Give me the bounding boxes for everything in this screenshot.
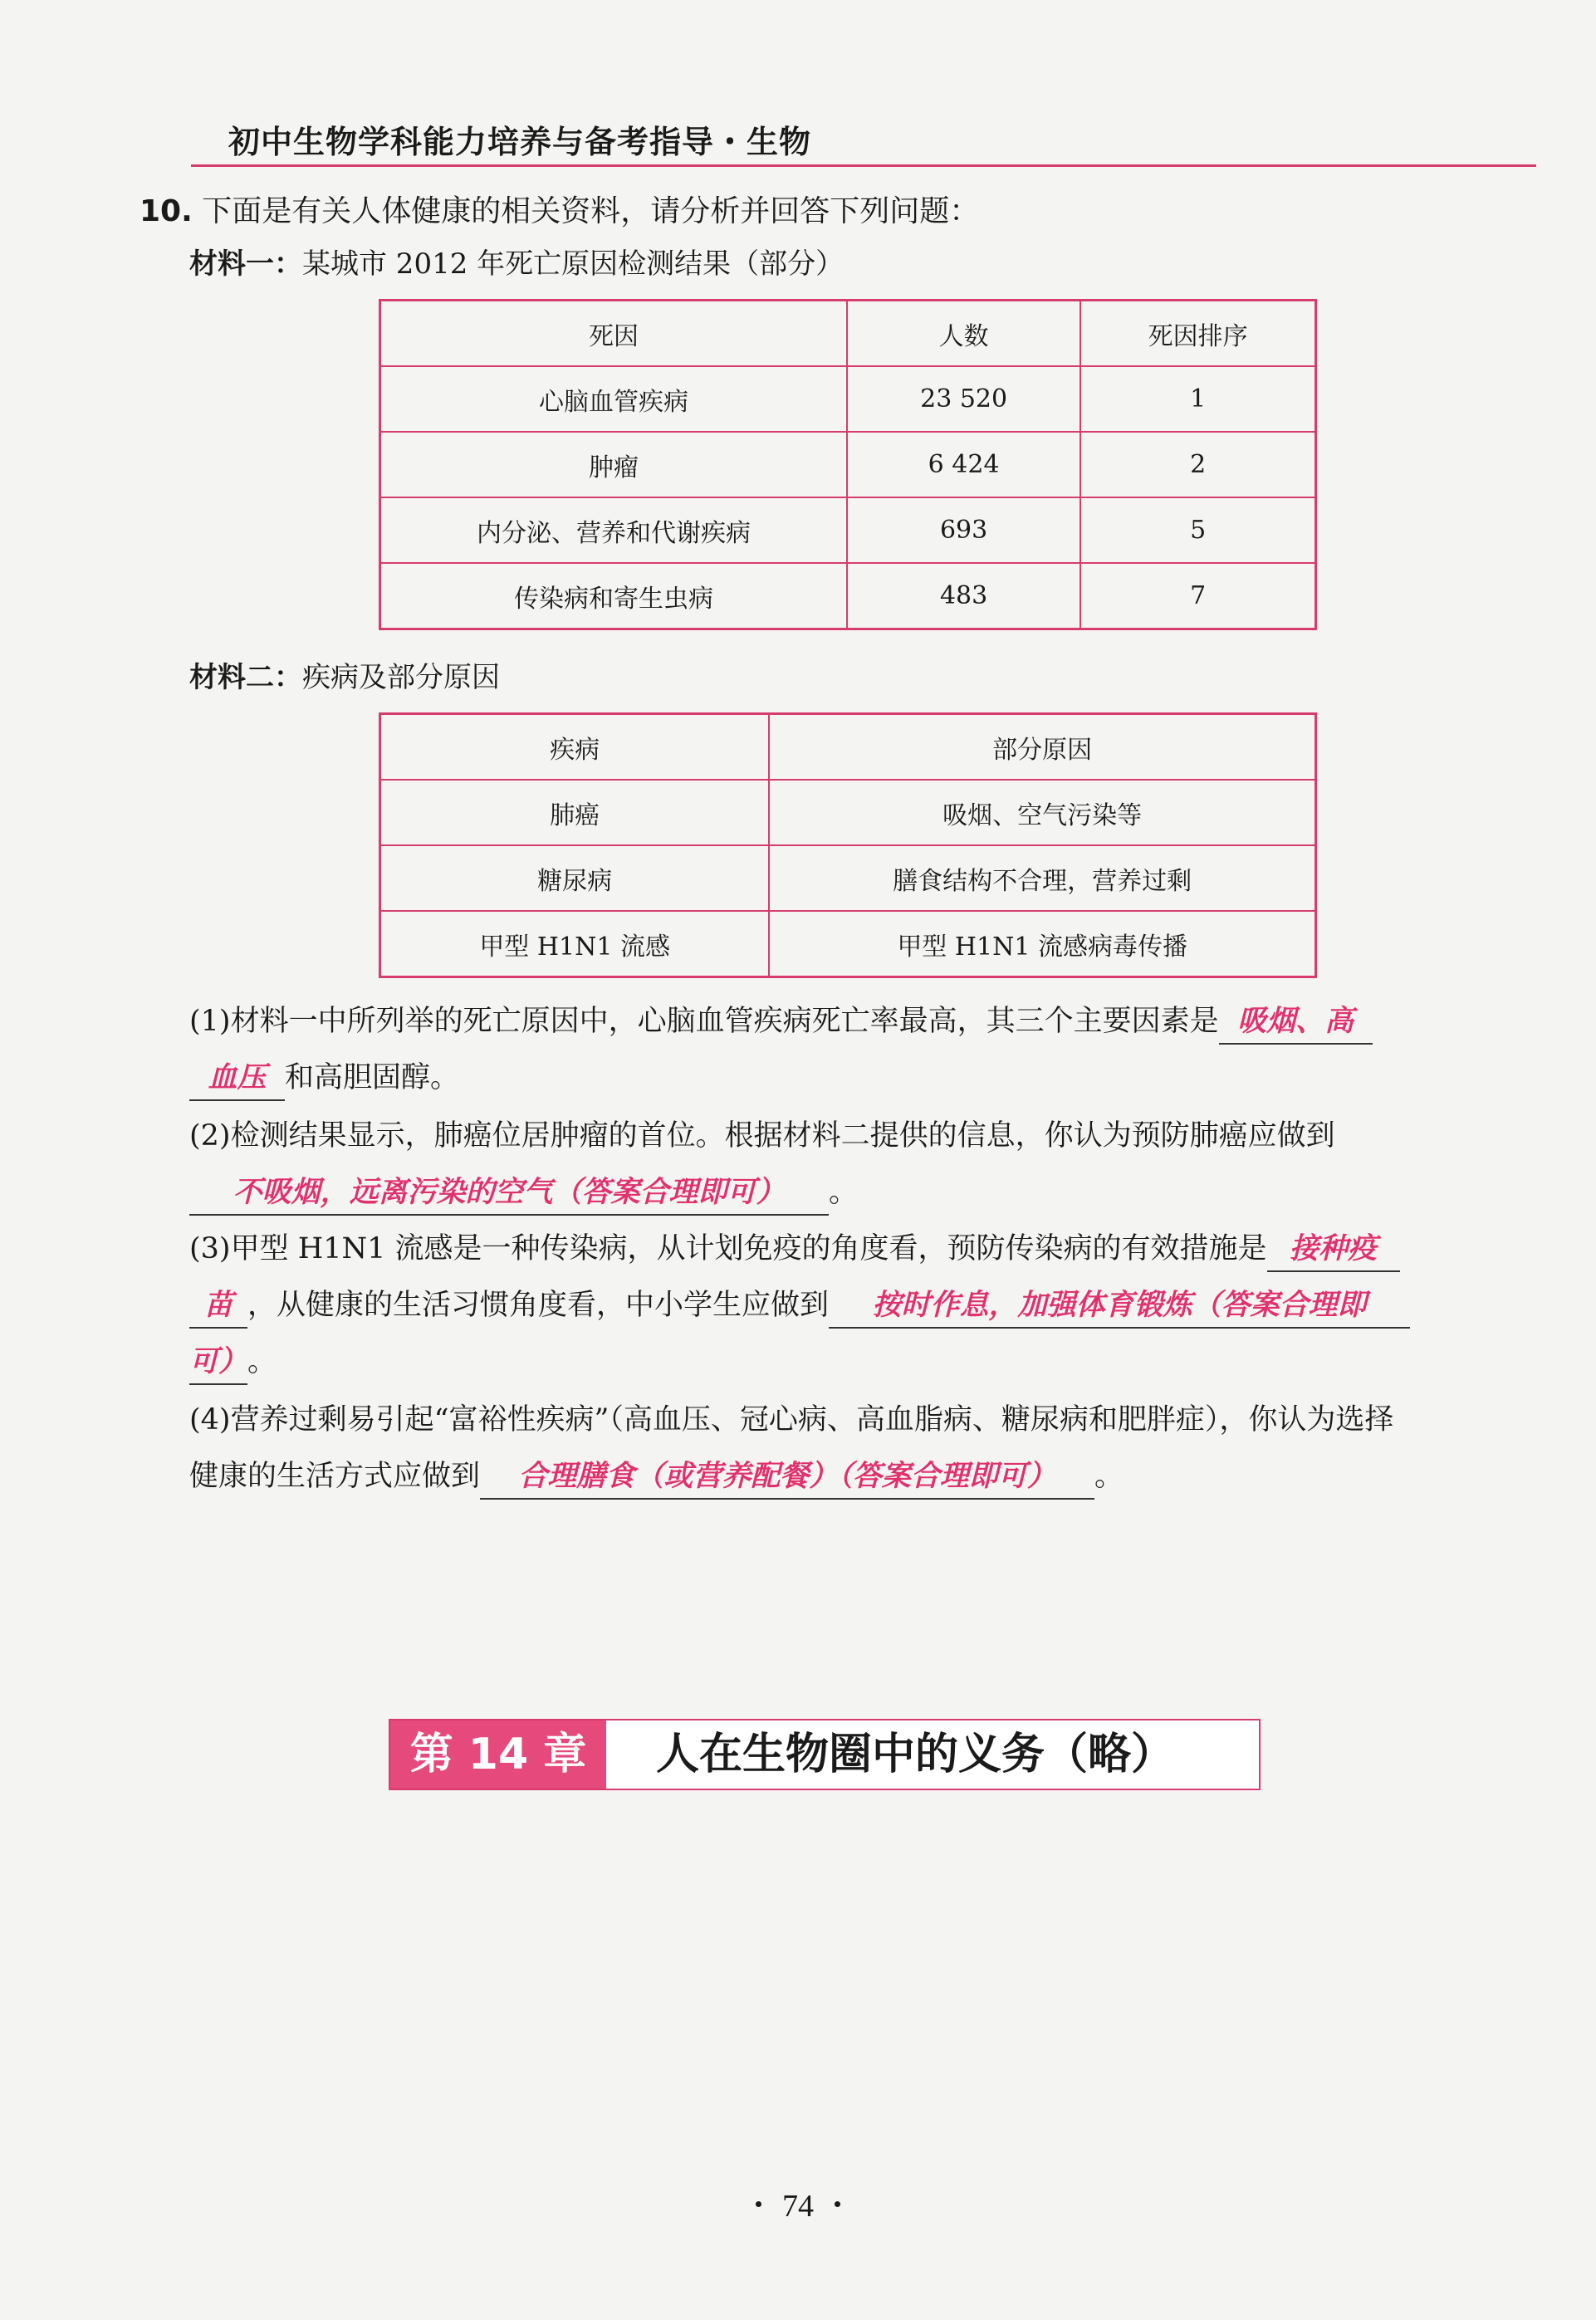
table-cell: 7 bbox=[1080, 563, 1315, 629]
q2-text-a: (2)检测结果显示，肺癌位居肿瘤的首位。根据材料二提供的信息，你认为预防肺癌应做到 bbox=[189, 1119, 1335, 1153]
q1-text-b: 和高胆固醇。 bbox=[285, 1061, 460, 1094]
question-title bbox=[140, 188, 979, 230]
table-cell: 甲型 H1N1 流感病毒传播 bbox=[769, 911, 1315, 977]
table-header-cell: 死因排序 bbox=[1080, 301, 1315, 367]
table-header-cell: 部分原因 bbox=[769, 714, 1315, 781]
material2-label: 材料二： bbox=[189, 661, 302, 694]
q4-answer: 合理膳食（或营养配餐）（答案合理即可） bbox=[480, 1455, 1094, 1500]
sub-question-3 bbox=[189, 1221, 1518, 1390]
chapter-banner bbox=[389, 1719, 1261, 1790]
table-header-cell: 疾病 bbox=[380, 714, 770, 781]
sub-question-2 bbox=[189, 1108, 1518, 1221]
sub-question-4 bbox=[189, 1392, 1518, 1505]
table-cell: 5 bbox=[1080, 497, 1315, 563]
table-cell: 心脑血管疾病 bbox=[380, 366, 847, 432]
sub-question-1 bbox=[189, 993, 1518, 1106]
question-number: 10. bbox=[140, 194, 193, 228]
table-row bbox=[380, 366, 1316, 432]
q3-answer-a1: 接种疫 bbox=[1267, 1227, 1400, 1272]
disease-cause-table bbox=[379, 712, 1317, 978]
page-number: ・ 74 ・ bbox=[742, 2189, 854, 2224]
q3-answer-b2: 可） bbox=[189, 1340, 247, 1385]
q4-text-a: (4)营养过剩易引起“富裕性疾病”（高血压、冠心病、高血脂病、糖尿病和肥胖症），你认为选择 bbox=[189, 1403, 1394, 1437]
running-header: 初中生物学科能力培养与备考指导・生物 bbox=[228, 124, 812, 160]
table-header-cell: 人数 bbox=[847, 301, 1080, 367]
table-cell: 肺癌 bbox=[380, 780, 770, 845]
table-cell: 内分泌、营养和代谢疾病 bbox=[380, 497, 847, 563]
q1-answer-b: 血压 bbox=[189, 1056, 285, 1101]
q1-answer-a: 吸烟、高 bbox=[1219, 1000, 1373, 1045]
table-cell: 2 bbox=[1080, 432, 1315, 497]
q1-text-a: (1)材料一中所列举的死亡原因中，心脑血管疾病死亡率最高，其三个主要因素是 bbox=[189, 1005, 1219, 1038]
q2-answer: 不吸烟，远离污染的空气（答案合理即可） bbox=[189, 1171, 829, 1216]
table-cell: 693 bbox=[847, 497, 1080, 563]
table-row bbox=[380, 845, 1316, 911]
table-cell: 甲型 H1N1 流感 bbox=[380, 911, 770, 977]
table-header-cell: 死因 bbox=[380, 301, 847, 367]
table-cell: 肿瘤 bbox=[380, 432, 847, 497]
q3-text-a: (3)甲型 H1N1 流感是一种传染病，从计划免疫的角度看，预防传染病的有效措施是 bbox=[189, 1232, 1267, 1265]
material1-label: 材料一： bbox=[189, 247, 302, 281]
question-stem: 下面是有关人体健康的相关资料，请分析并回答下列问题： bbox=[202, 194, 980, 228]
material2-caption: 疾病及部分原因 bbox=[302, 661, 500, 694]
q4-text-b: 健康的生活方式应做到 bbox=[189, 1460, 481, 1493]
q2-text-b: 。 bbox=[829, 1176, 859, 1209]
table-header-row bbox=[380, 301, 1316, 367]
table-cell: 1 bbox=[1080, 366, 1315, 432]
table-header-row bbox=[380, 714, 1316, 781]
table-row bbox=[380, 432, 1316, 497]
header-rule bbox=[191, 164, 1536, 167]
table-row bbox=[380, 497, 1316, 563]
table-row bbox=[380, 780, 1316, 845]
material1-heading bbox=[189, 241, 844, 281]
material1-caption: 某城市 2012 年死亡原因检测结果（部分） bbox=[302, 247, 845, 281]
table-cell: 传染病和寄生虫病 bbox=[380, 563, 847, 629]
table-row bbox=[380, 563, 1316, 629]
table-row bbox=[380, 911, 1316, 977]
chapter-number: 第 14 章 bbox=[390, 1720, 606, 1789]
table-cell: 膳食结构不合理，营养过剩 bbox=[769, 845, 1315, 911]
table-cell: 糖尿病 bbox=[380, 845, 770, 911]
q3-text-c: 。 bbox=[247, 1345, 277, 1378]
q3-answer-b1: 按时作息，加强体育锻炼（答案合理即 bbox=[829, 1284, 1410, 1329]
q3-text-b: ，从健康的生活习惯角度看，中小学生应做到 bbox=[247, 1289, 830, 1322]
table-cell: 23 520 bbox=[847, 366, 1080, 432]
table-cell: 483 bbox=[847, 563, 1080, 629]
q4-text-c: 。 bbox=[1094, 1460, 1124, 1493]
death-cause-table bbox=[379, 299, 1317, 630]
table-cell: 6 424 bbox=[847, 432, 1080, 497]
material2-heading bbox=[189, 654, 500, 695]
q3-answer-a2: 苗 bbox=[189, 1284, 247, 1329]
table-cell: 吸烟、空气污染等 bbox=[769, 780, 1315, 845]
chapter-title: 人在生物圈中的义务（略） bbox=[656, 1730, 1175, 1779]
